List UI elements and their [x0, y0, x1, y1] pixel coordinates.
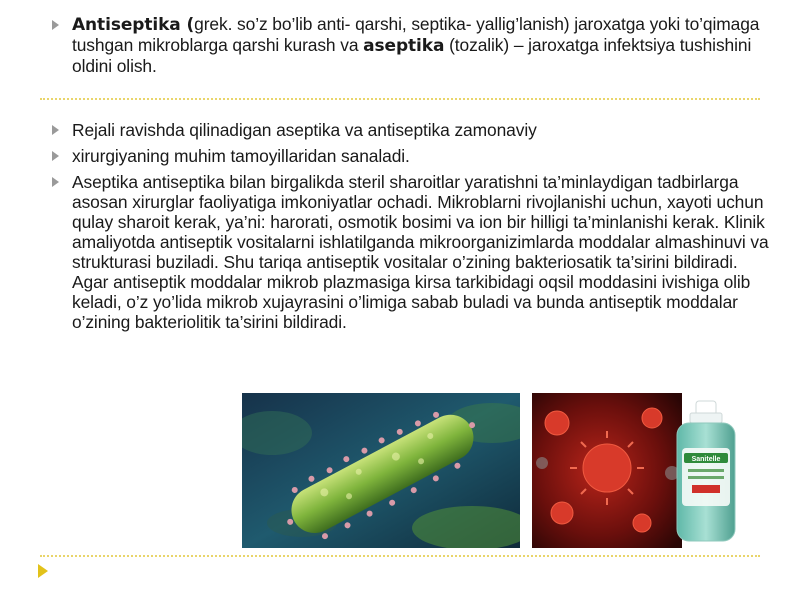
- intro-text-2: (tozalik) – jaroxatga infektsiya tushishini oldini olish.: [72, 35, 752, 76]
- bullet-2: [52, 146, 772, 166]
- term-aseptika: aseptika: [363, 36, 445, 56]
- divider-bottom: [40, 555, 760, 557]
- bullet-marker: [52, 177, 59, 187]
- virus-sanitizer-illustration: [532, 393, 760, 548]
- bullet-2-text: xirurgiyaning muhim tamoyillaridan sanaladi.: [72, 146, 410, 166]
- bullet-marker: [52, 20, 59, 30]
- bullet-3-text: Aseptika antiseptika bilan birgalikda steril sharoitlar yaratishni ta’minlaydigan tadbirlarga asosan xirurglar faoliyatiga imkoniyatlar ochadi. Mikroblarni rivojlanishi uchun, xayoti uchun qulay sharoit kerak, ya’ni: harorati, osmotik bosimi va ion bir hilligi ta’minlanishi kerak. Klinik amaliyotda antiseptik vositalarni ishlatilganda mikroorganizimlarda moddalar almashinuvi va strukturasi buziladi. Shu tariqa antiseptik vositalar o’zining bakteriosatik ta’sirini bildiradi. Agar antiseptik moddalar mikrob plazmasiga kirsa tarkibidagi oqsil moddasini ivishiga olib keladi, o’z yo’lida mikrob xujayrasini o’limiga sabab buladi va bunda antiseptik moddalar o’zining bakteriolitik ta’sirini bildiradi.: [72, 172, 769, 332]
- bullet-1: [52, 120, 772, 140]
- bullet-3: [52, 172, 772, 332]
- bullet-1-text: Rejali ravishda qilinadigan aseptika va antiseptika zamonaviy: [72, 120, 537, 140]
- bacteria-image: [242, 393, 520, 548]
- bullet-marker: [52, 151, 59, 161]
- virus-sanitizer-image: [532, 393, 760, 548]
- next-slide-arrow-icon[interactable]: [38, 564, 48, 578]
- term-antiseptika: Antiseptika (: [72, 15, 195, 35]
- intro-text-1: grek. so’z bo’lib anti- qarshi, septika- yallig’lanish) jaroxatga yoki to’qimaga tushgan mikroblarga qarshi kurash va: [72, 14, 760, 55]
- sanitizer-label: Sanitelle: [691, 456, 721, 463]
- intro-paragraph: [52, 14, 772, 76]
- bullet-marker: [52, 125, 59, 135]
- divider-top: [40, 98, 760, 100]
- bacteria-illustration: [242, 393, 520, 548]
